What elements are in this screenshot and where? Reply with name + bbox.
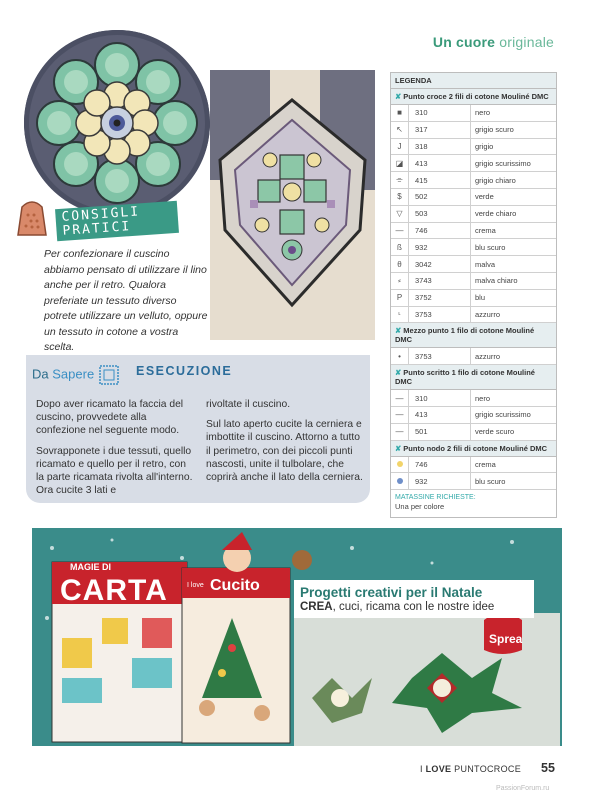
execution-title: ESECUZIONE [136,364,233,378]
legend-section: ✘ Punto nodo 2 fili di cotone Mouliné DMC [391,441,556,457]
embroidery-detail-photo [210,70,375,340]
legend-note-label: MATASSINE RICHIESTE: [395,494,476,502]
cream-dot-icon [397,461,403,467]
magazine-cucito-kicker: I love [187,582,204,589]
page-section-title [433,34,554,50]
magazine-brand: I LOVE PUNTOCROCE [420,764,521,774]
legend-row: — 746 crema [391,223,556,240]
da-sapere-label: Da Sapere [32,364,120,386]
legend-section: ✘ Punto croce 2 fili di cotone Mouliné DMC [391,89,556,105]
legend-row: • 3753 azzurro [391,348,556,365]
title-bold: Un cuore [432,34,496,50]
legend-row: ◪ 413 grigio scurissimo [391,155,556,172]
legend-title: LEGENDA [391,73,556,89]
legend-row: ▽ 503 verde chiaro [391,206,556,223]
title-light: originale [499,34,554,50]
legend-row: ⸗ 3743 malva chiaro [391,273,556,290]
page-number: 55 [541,761,555,775]
legend-row: — 310 nero [391,390,556,407]
legend-row: ß 932 blu scuro [391,239,556,256]
legend-note-value: Una per colore [395,502,445,512]
magazine-cucito-title: Cucito [210,577,260,594]
magazine-carta-kicker: MAGIE DI [70,562,112,572]
advert-title: Progetti creativi per il Natale [300,585,483,600]
watermark: PassionForum.ru [496,785,550,792]
legend-row: ↖ 317 grigio scuro [391,122,556,139]
legend-section: ✘ Punto scritto 1 filo di cotone Mouliné DMC [391,365,556,390]
legend-table [390,72,557,518]
tips-body: Per confezionare il cuscino abbiamo pensato di utilizzare il lino anche per il retro. Qualora preferiate un tessuto diverso potrete utilizzare un velluto, oppure un tessuto in cotone a vostra scelta. [44,248,208,353]
sprea-logo: Sprea [489,632,523,646]
legend-row: J 318 grigio [391,139,556,156]
legend-row: ⌯ 415 grigio chiaro [391,172,556,189]
advert-subtitle: CREA, cuci, ricama con le nostre idee [300,601,495,613]
thimble-icon [10,195,54,239]
execution-paragraph: Sovrapponete i due tessuti, quello ricamato e quello per il retro, con la parte ricamata rivolta all'interno. Ora cucite 3 lati e [36,445,193,497]
legend-section: ✘ Mezzo punto 1 filo di cotone Mouliné DMC [391,323,556,348]
execution-paragraph: rivoltate il cuscino. [206,399,291,410]
blue-dot-icon [397,478,403,484]
embroidery-closeup-photo [24,30,210,216]
legend-row: ᶫ 3753 azzurro [391,307,556,324]
legend-row: 932 blu scuro [391,473,556,490]
execution-paragraph: Dopo aver ricamato la faccia del cuscino, provvedete alla confezione nel seguente modo. [36,399,184,437]
legend-row: $ 502 verde [391,189,556,206]
magazine-advert-banner[interactable] [32,528,562,746]
legend-row: 746 crema [391,457,556,474]
execution-paragraph: Sul lato aperto cucite la cerniera e imbottite il cuscino. Attorno a tutto il perimetro, con dei piccoli punti nascosti, unite il tulbolare, che coprirà anche il lato della cerniera. [206,419,363,484]
legend-row: — 501 verde scuro [391,424,556,441]
execution-column-1 [36,398,196,504]
legend-row: θ 3042 malva [391,256,556,273]
puzzle-icon [98,364,120,386]
legend-row: P 3752 blu [391,290,556,307]
execution-column-2 [206,398,366,491]
magazine-carta-title: CARTA [60,574,168,607]
tips-heading: CONSIGLI PRATICI [55,201,179,241]
legend-row: ■ 310 nero [391,105,556,122]
legend-row: — 413 grigio scurissimo [391,407,556,424]
